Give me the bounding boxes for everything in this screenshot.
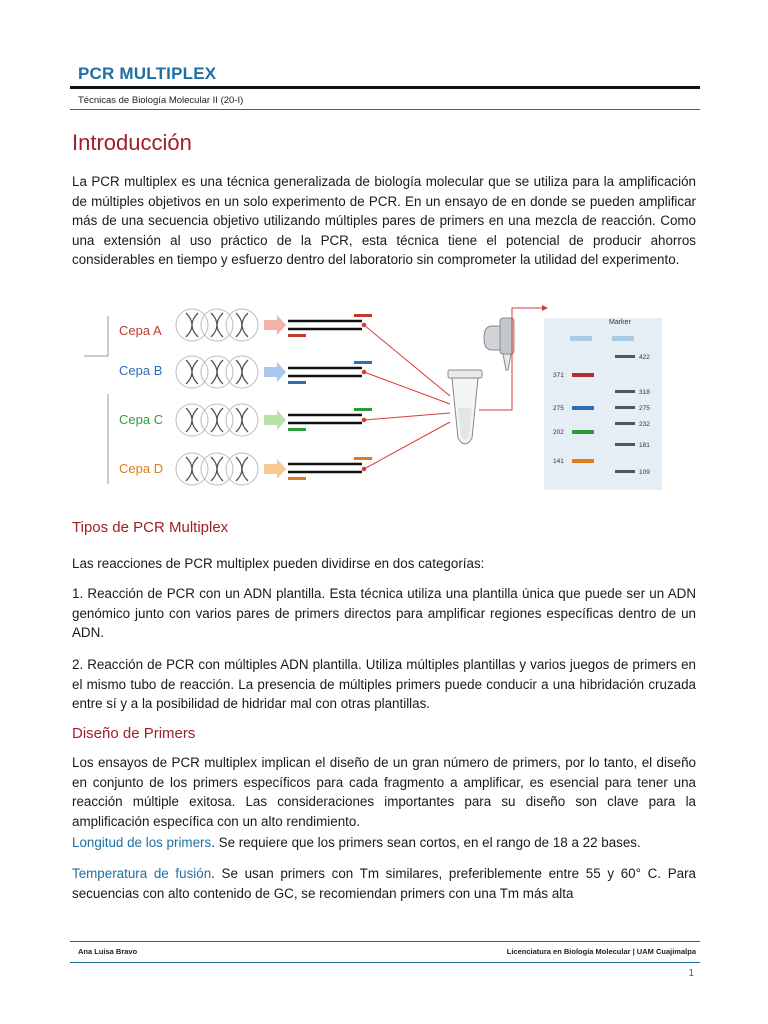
sample-band-label: 371: [553, 372, 564, 379]
dna-cluster-d: [176, 453, 258, 485]
marker-band: [615, 422, 635, 425]
dna-cluster-a: [176, 309, 258, 341]
document-title: PCR MULTIPLEX: [78, 64, 217, 83]
arrow-icon: [264, 315, 286, 335]
marker-band-label: 318: [639, 389, 650, 396]
footer-divider: [70, 962, 700, 963]
marker-band-label: 109: [639, 469, 650, 476]
pcr-tube-icon: [448, 370, 482, 444]
sample-band: [572, 430, 594, 434]
bracket-line: [84, 316, 108, 356]
pipette-icon: [484, 318, 514, 370]
sample-band: [572, 459, 594, 463]
longitud-text: . Se requiere que los primers sean cortos, en el rango de 18 a 22 bases.: [211, 835, 641, 850]
sample-band-label: 202: [553, 429, 564, 436]
gel-image: [544, 318, 662, 490]
section-heading-introduccion: Introducción: [72, 130, 192, 155]
marker-band: [615, 443, 635, 446]
section-heading-diseno: Diseño de Primers: [72, 725, 196, 742]
longitud-term: Longitud de los primers: [72, 835, 212, 850]
footer-rule: [70, 941, 700, 942]
marker-band: [615, 470, 635, 473]
tipos-item-1: 1. Reacción de PCR con un ADN plantilla. Esta técnica utiliza una plantilla única que puede ser un ADN genómico junto con varios pares de primers directos para amplificar regiones específicas dentro de un ADN.: [72, 586, 696, 641]
gel-marker-label: Marker: [609, 319, 631, 326]
tipos-item-2: 2. Reacción de PCR con múltiples ADN plantilla. Utiliza múltiples plantillas y varios juegos de primers en el mismo tubo de reacción. La presencia de múltiples primers puede conducir a una hibridación cruzada entre sí y a la posibilidad de hidridar mal con otras plantillas.: [72, 657, 696, 712]
longitud-paragraph: [72, 833, 696, 853]
converging-arrows: [362, 323, 450, 471]
header-divider: [70, 109, 700, 110]
template-a: [288, 314, 372, 337]
gel-well: [612, 336, 634, 341]
template-c: [288, 408, 372, 431]
marker-band: [615, 390, 635, 393]
strain-label-a: Cepa A: [119, 323, 162, 338]
dna-cluster-b: [176, 356, 258, 388]
page-number: 1: [688, 968, 694, 979]
multiplex-pcr-figure: [72, 298, 672, 498]
arrow-icon: [264, 459, 286, 479]
marker-band: [615, 406, 635, 409]
sample-band-label: 141: [553, 458, 564, 465]
arrow-head-icon: [542, 305, 548, 311]
document-subtitle: Técnicas de Biología Molecular II (20-I): [78, 95, 244, 106]
marker-band-label: 232: [639, 421, 650, 428]
gel-well: [570, 336, 592, 341]
strain-label-b: Cepa B: [119, 363, 163, 378]
sample-band: [572, 373, 594, 377]
template-b: [288, 361, 372, 384]
marker-band-label: 422: [639, 354, 650, 361]
strain-label-d: Cepa D: [119, 461, 164, 476]
marker-band: [615, 355, 635, 358]
arrow-icon: [264, 410, 286, 430]
template-d: [288, 457, 372, 480]
diseno-paragraph: Los ensayos de PCR multiplex implican el diseño de un gran número de primers, por lo tanto, el diseño en conjunto de los primers específicos para cada fragmento a amplificar, es esencial para tener una reacción múltiple exitosa. Las consideraciones importantes para su diseño son clave para la amplificación específica con un alto rendimiento.: [72, 755, 696, 829]
sample-band-label: 275: [553, 405, 564, 412]
section-heading-tipos: Tipos de PCR Multiplex: [72, 519, 229, 536]
dna-cluster-c: [176, 404, 258, 436]
temperatura-paragraph: [72, 864, 696, 903]
footer-program: Licenciatura en Biología Molecular | UAM Cuajimalpa: [506, 947, 696, 956]
intro-paragraph: La PCR multiplex es una técnica generalizada de biología molecular que se utiliza para la amplificación de múltiples objetivos en un solo experimento de PCR. En un ensayo de en donde se pueden amplificar más de una secuencia objetivo utilizando múltiples pares de primers en una mezcla de reacción. Como una extensión al uso práctico de la PCR, esta técnica tiene el potencial de producir ahorros considerables en tiempo y esfuerzo dentro del laboratorio sin comprometer la utilidad del experimento.: [72, 174, 696, 268]
sample-band: [572, 406, 594, 410]
temperatura-term: Temperatura de fusión: [72, 866, 212, 881]
marker-band-label: 275: [639, 405, 650, 412]
temperatura-text: . Se usan primers con Tm similares, preferiblemente entre 55 y 60° C. Para secuencias con alto contenido de GC, se recomiendan primers con una Tm más alta: [72, 866, 696, 901]
arrow-icon: [264, 362, 286, 382]
header-rule: [70, 86, 700, 89]
tipos-intro: Las reacciones de PCR multiplex pueden dividirse en dos categorías:: [72, 556, 485, 571]
marker-band-label: 181: [639, 442, 650, 449]
footer-author: Ana Luisa Bravo: [78, 947, 138, 956]
strain-label-c: Cepa C: [119, 412, 164, 427]
